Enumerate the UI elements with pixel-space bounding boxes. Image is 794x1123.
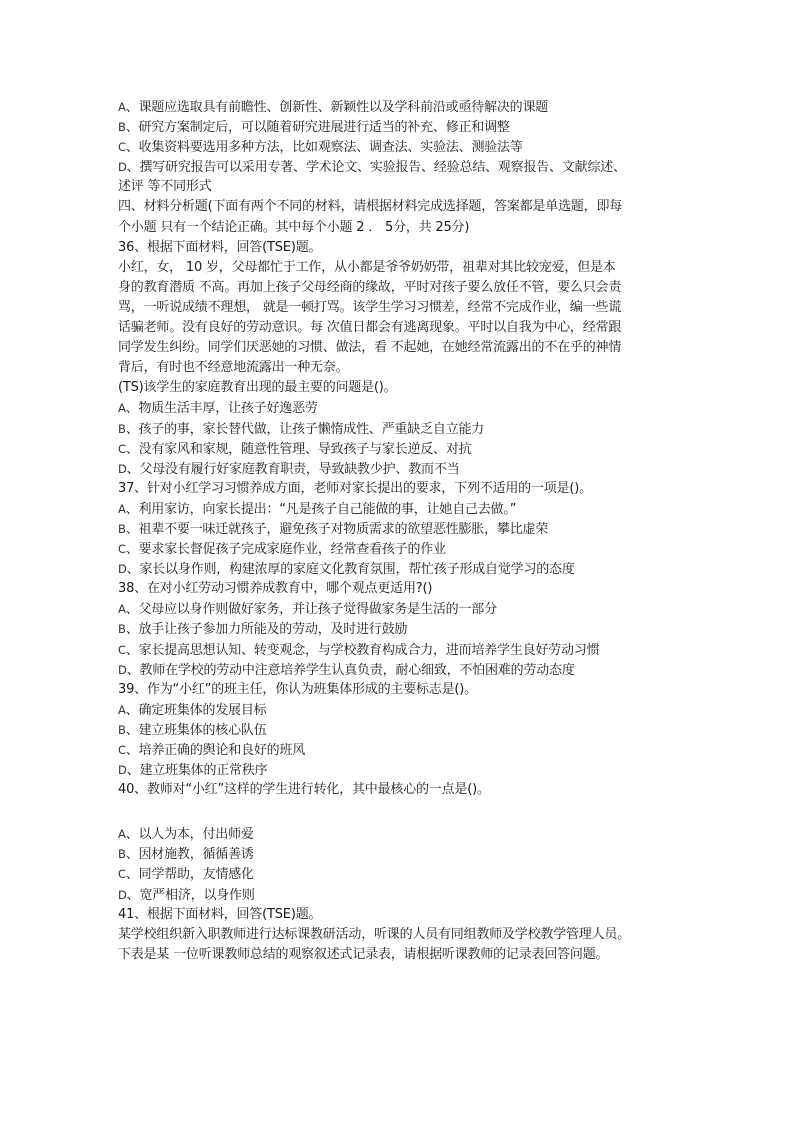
q38-option-b — [118, 619, 692, 639]
option-a — [118, 97, 692, 117]
material-line: 身的教育潜质 不高。再加上孩子父母经商的缘故，平时对孩子要么放任不管，要么只会责 — [118, 279, 622, 295]
option-text: 、课题应选取具有前瞻性、创新性、新颖性以及学科前沿或亟待解决的课题 — [125, 100, 549, 115]
q39-option-b — [118, 720, 692, 740]
section-heading: 四、材料分析题(下面有两个不同的材料，请根据材料完成选择题，答案都是单选题，即每 — [118, 199, 623, 215]
q40-option-d — [118, 885, 692, 905]
option-text: 、父母应以身作则做好家务，并让孩子觉得做家务是生活的一部分 — [125, 602, 497, 618]
option-text: 、研究方案制定后，可以随着研究进展进行适当的补充、修正和调整 — [125, 120, 510, 136]
blank-line — [118, 800, 692, 824]
q36-option-b — [118, 419, 692, 439]
option-text: 、要求家长督促孩子完成家庭作业，经常查看孩子的作业 — [125, 542, 446, 558]
q40-option-c — [118, 864, 692, 884]
option-c — [118, 137, 692, 157]
q39-option-a — [118, 700, 692, 720]
option-letter: D — [118, 461, 127, 476]
option-letter: A — [118, 501, 126, 516]
option-text: 、利用家访，向家长提出：“凡是孩子自己能做的事，让她自己去做。” — [125, 501, 517, 517]
option-letter: D — [118, 763, 127, 778]
option-letter: B — [118, 120, 126, 135]
option-letter: A — [118, 827, 126, 842]
option-text: 、收集资料要选用多种方法，比如观察法、调查法、实验法、测验法等 — [125, 140, 523, 156]
option-text: 、放手让孩子参加力所能及的劳动，及时进行鼓励 — [125, 622, 408, 638]
option-letter: B — [118, 521, 126, 536]
material-line: 背后，有时也不经意地流露出一种无奈。 — [118, 360, 349, 376]
option-text: 、家长以身作则，构建浓厚的家庭文化教育氛围，帮忙孩子形成自觉学习的态度 — [126, 562, 575, 578]
option-letter: D — [118, 662, 127, 677]
q38-option-d — [118, 660, 692, 680]
option-text: 、因材施教，循循善诱 — [125, 847, 254, 863]
option-letter: C — [118, 542, 126, 557]
q37-option-a — [118, 499, 692, 519]
option-text: 、同学帮助，友情感化 — [125, 867, 254, 883]
option-text: 、培养正确的舆论和良好的班风 — [125, 743, 306, 758]
q39-option-c — [118, 740, 692, 760]
material-line: 某学校组织新入职教师进行达标课教研活动，听课的人员有同组教师及学校教学管理人员。 — [118, 926, 631, 942]
option-b — [118, 117, 692, 137]
option-letter: A — [118, 401, 126, 416]
option-letter: C — [118, 441, 126, 456]
option-letter: C — [118, 743, 126, 757]
option-letter: D — [118, 160, 127, 175]
option-text: 、撰写研究报告可以采用专著、学术论文、实验报告、经验总结、观察报告、文献综述、 — [126, 160, 626, 176]
q37-option-d — [118, 559, 692, 579]
option-letter: C — [118, 642, 126, 657]
q39-option-d — [118, 760, 692, 780]
q41-intro: 41、根据下面材料，回答(TSE)题。 — [118, 906, 322, 922]
option-letter: B — [118, 622, 126, 637]
q40-option-a — [118, 824, 692, 844]
q36-option-a — [118, 398, 692, 418]
q39-stem: 39、作为“小红”的班主任，你认为班集体形成的主要标志是()。 — [118, 681, 477, 697]
option-letter: A — [118, 702, 126, 717]
option-text: 、建立班集体的核心队伍 — [125, 722, 267, 738]
option-text: 、以人为本，付出师爱 — [125, 827, 254, 843]
option-d — [118, 157, 692, 177]
material-line: 同学发生纠纷。同学们厌恶她的习惯、做法，看 不起她，在她经常流露出的不在乎的神情 — [118, 340, 622, 356]
option-text: 、父母没有履行好家庭教育职责，导致缺教少护、教而不当 — [126, 461, 460, 477]
q36-option-d — [118, 459, 692, 479]
section-heading-cont: 个小题 只有一个结论正确。其中每个小题 2 ． 5分，共 25分) — [118, 219, 470, 235]
q36-stem: (TS)该学生的家庭教育出现的最主要的问题是()。 — [118, 380, 397, 396]
option-letter: B — [118, 722, 126, 737]
q37-option-b — [118, 519, 692, 539]
material-line: 骂，一听说成绩不理想， 就是一顿打骂。该学生学习习惯差，经常不完成作业，编一些谎 — [118, 299, 622, 315]
material-line: 下表是某 一位听课教师总结的观察叙述式记录表，请根据听课教师的记录表回答问题。 — [118, 946, 609, 962]
option-letter: D — [118, 562, 127, 577]
q37-option-c — [118, 539, 692, 559]
option-letter: D — [118, 887, 127, 902]
option-text: 、家长提高思想认知、转变观念，与学校教育构成合力，进而培养学生良好劳动习惯 — [125, 642, 600, 658]
option-letter: C — [118, 140, 126, 155]
option-text: 、物质生活丰厚，让孩子好逸恶劳 — [125, 401, 318, 417]
q38-stem: 38、在对小红劳动习惯养成教育中，哪个观点更适用?() — [118, 581, 433, 597]
q40-stem: 40、教师对“小红”这样的学生进行转化，其中最核心的一点是()。 — [118, 782, 490, 798]
option-letter: B — [118, 421, 126, 436]
option-text: 、没有家风和家规，随意性管理、导致孩子与家长逆反、对抗 — [125, 441, 472, 457]
option-text: 、确定班集体的发展目标 — [125, 702, 267, 718]
q40-option-b — [118, 844, 692, 864]
option-letter: B — [118, 847, 126, 862]
option-letter: C — [118, 867, 126, 882]
option-text: 、孩子的事，家长替代做，让孩子懒惰成性、严重缺乏自立能力 — [125, 421, 485, 437]
option-letter: A — [118, 100, 126, 114]
option-letter: A — [118, 602, 126, 617]
q37-stem: 37、针对小红学习习惯养成方面，老师对家长提出的要求，下列不适用的一项是()。 — [118, 480, 592, 496]
option-text: 、建立班集体的正常秩序 — [126, 763, 268, 779]
option-d-continuation: 述评 等不同形式 — [118, 179, 212, 195]
option-text: 、宽严相济，以身作则 — [126, 887, 255, 903]
q36-intro: 36、根据下面材料，回答(TSE)题。 — [118, 239, 322, 255]
q38-option-c — [118, 640, 692, 660]
q38-option-a — [118, 599, 692, 619]
material-line: 话骗老师。没有良好的劳动意识。每 次值日都会有逃离现象。平时以自我为中心，经常跟 — [118, 320, 622, 336]
option-text: 、教师在学校的劳动中注意培养学生认真负责，耐心细致，不怕困难的劳动态度 — [126, 662, 575, 678]
document-page — [118, 97, 692, 965]
option-text: 、祖辈不要一味迁就孩子，避免孩子对物质需求的欲望恶性膨胀，攀比虚荣 — [125, 521, 549, 537]
material-line: 小红，女， 10 岁，父母都忙于工作，从小都是爷爷奶奶带，祖辈对其比较宠爱，但是本 — [118, 259, 616, 275]
q36-option-c — [118, 439, 692, 459]
